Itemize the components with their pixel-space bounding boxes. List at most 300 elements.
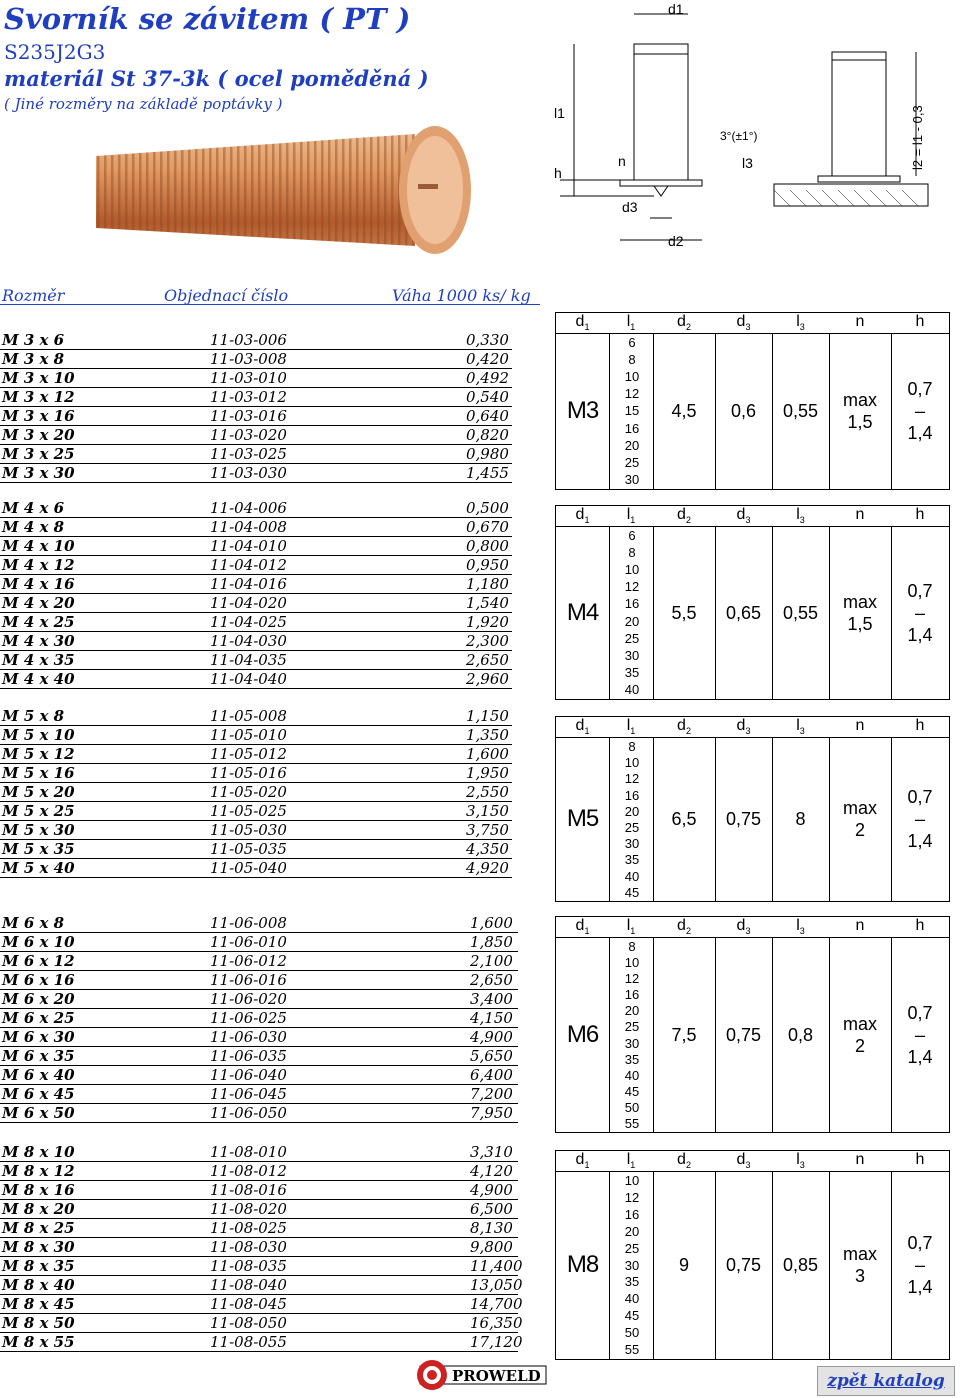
l1-value: 12 <box>624 1189 640 1205</box>
l1-value: 16 <box>624 596 640 612</box>
table-row <box>0 350 512 369</box>
header-l1 <box>609 506 653 528</box>
header-letter: d <box>677 313 686 330</box>
size-cell: M 6 x 40 <box>2 1066 75 1084</box>
table-row <box>0 388 512 407</box>
l1-value: 45 <box>624 1308 640 1324</box>
spec-table <box>555 1150 950 1360</box>
column-divider <box>609 333 610 489</box>
header-letter: n <box>855 313 865 330</box>
size-cell: M 8 x 25 <box>2 1219 75 1237</box>
spec-n-value: max <box>842 390 877 410</box>
weight-cell: 6,500 <box>470 1200 513 1218</box>
table-row <box>0 1181 518 1200</box>
header-subscript: 2 <box>685 515 691 526</box>
l1-value: 16 <box>624 420 640 436</box>
header-l1 <box>609 917 653 939</box>
size-cell: M 4 x 8 <box>2 518 65 536</box>
order-number-cell: 11-06-012 <box>210 952 287 970</box>
size-cell: M 3 x 12 <box>2 388 75 406</box>
table-row <box>0 426 512 445</box>
size-cell: M 4 x 16 <box>2 575 75 593</box>
table-row <box>0 1200 518 1219</box>
table-row <box>0 575 512 594</box>
weight-cell: 0,820 <box>466 426 509 444</box>
l1-value: 8 <box>628 739 636 754</box>
logo-text: PROWELD <box>452 1367 541 1385</box>
column-divider <box>829 333 830 489</box>
size-cell: M 8 x 12 <box>2 1162 75 1180</box>
order-number-cell: 11-06-020 <box>210 990 287 1008</box>
weight-cell: 7,200 <box>470 1085 513 1103</box>
table-row <box>0 990 518 1009</box>
header-d2 <box>653 313 715 335</box>
table-row <box>0 1295 523 1314</box>
spec-h-value: – <box>914 809 925 829</box>
l1-value: 8 <box>628 352 636 368</box>
weight-cell: 4,900 <box>470 1181 513 1199</box>
size-cell: M 6 x 35 <box>2 1047 75 1065</box>
header-letter: n <box>855 917 865 934</box>
spec-d2-value: 4,5 <box>671 401 697 421</box>
weight-cell: 1,350 <box>466 726 509 744</box>
table-row <box>0 1276 523 1295</box>
header-letter: d <box>736 917 746 934</box>
size-cell: M 8 x 50 <box>2 1314 75 1332</box>
note: ( Jiné rozměry na základě poptávky ) <box>4 95 283 113</box>
weight-cell: 0,492 <box>466 369 509 387</box>
table-row <box>0 1143 518 1162</box>
size-cell: M 8 x 30 <box>2 1238 75 1256</box>
order-number-cell: 11-04-025 <box>210 613 287 631</box>
size-cell: M 8 x 35 <box>2 1257 75 1275</box>
table-row <box>0 464 512 483</box>
l1-value: 50 <box>624 1325 640 1341</box>
l1-value: 6 <box>628 335 636 350</box>
weight-cell: 2,300 <box>466 632 509 650</box>
spec-h-value: 0,7 <box>907 1233 933 1253</box>
header-subscript: 1 <box>630 322 636 333</box>
table-row <box>0 1009 518 1028</box>
back-to-catalog-link[interactable]: zpět katalog <box>817 1366 955 1396</box>
l1-value: 55 <box>624 1342 640 1358</box>
table-row <box>0 952 518 971</box>
diagram-l3-label: l3 <box>742 155 753 171</box>
order-number-cell: 11-06-045 <box>210 1085 287 1103</box>
table-row <box>0 499 512 518</box>
size-cell: M 3 x 30 <box>2 464 75 482</box>
order-number-cell: 11-08-055 <box>210 1333 287 1351</box>
weight-cell: 0,800 <box>466 537 509 555</box>
spec-d3-value: 0,75 <box>725 809 762 829</box>
header-n <box>829 917 891 939</box>
size-cell: M 6 x 8 <box>2 914 65 932</box>
spec-table <box>555 716 950 902</box>
header-h <box>891 313 949 335</box>
table-row <box>0 613 512 632</box>
order-number-cell: 11-06-008 <box>210 914 287 932</box>
spec-d2-value: 6,5 <box>671 809 697 829</box>
weight-cell: 5,650 <box>470 1047 513 1065</box>
order-number-cell: 11-08-020 <box>210 1200 287 1218</box>
size-cell: M 4 x 40 <box>2 670 75 688</box>
weight-cell: 17,120 <box>470 1333 523 1351</box>
header-subscript: 2 <box>685 726 691 737</box>
spec-n-value: max <box>842 798 877 818</box>
table-row <box>0 971 518 990</box>
size-cell: M 8 x 55 <box>2 1333 75 1351</box>
page-title: Svorník se závitem ( PT ) <box>4 2 411 36</box>
order-number-cell: 11-03-030 <box>210 464 287 482</box>
table-row <box>0 1219 518 1238</box>
order-number-cell: 11-04-030 <box>210 632 287 650</box>
weight-cell: 1,150 <box>466 707 509 725</box>
column-divider <box>829 1171 830 1359</box>
spec-d1-value: M3 <box>566 397 599 424</box>
spec-d3-value: 0,6 <box>730 401 757 421</box>
l1-value: 6 <box>628 528 636 543</box>
table-row <box>0 1028 518 1047</box>
header-l1 <box>609 717 653 739</box>
header-subscript: 1 <box>630 515 636 526</box>
header-l3 <box>772 917 829 939</box>
header-d1 <box>556 313 609 335</box>
weight-cell: 9,800 <box>470 1238 513 1256</box>
spec-table <box>555 312 950 490</box>
weight-cell: 11,400 <box>470 1257 523 1275</box>
order-number-cell: 11-06-035 <box>210 1047 287 1065</box>
l1-value: 30 <box>624 471 640 487</box>
size-cell: M 5 x 40 <box>2 859 75 877</box>
order-number-cell: 11-08-016 <box>210 1181 287 1199</box>
header-d2 <box>653 1151 715 1173</box>
weight-cell: 2,100 <box>470 952 513 970</box>
header-l3 <box>772 313 829 335</box>
header-h <box>891 506 949 528</box>
spec-d3-value: 0,65 <box>725 602 762 623</box>
spec-h-value: – <box>914 1255 925 1275</box>
header-letter: h <box>915 506 925 523</box>
order-number-cell: 11-04-010 <box>210 537 287 555</box>
header-subscript: 1 <box>584 1160 590 1171</box>
order-number-cell: 11-03-010 <box>210 369 287 387</box>
header-letter: n <box>855 717 865 734</box>
order-number-cell: 11-06-030 <box>210 1028 287 1046</box>
table-row <box>0 632 512 651</box>
column-divider <box>609 526 610 699</box>
spec-h-value: 1,4 <box>907 624 933 645</box>
spec-n-value: 2 <box>854 1035 865 1056</box>
order-number-cell: 11-03-012 <box>210 388 287 406</box>
spec-l3-value: 0,55 <box>782 401 819 421</box>
header-d3 <box>715 917 772 939</box>
l1-value: 55 <box>624 1115 640 1131</box>
size-cell: M 5 x 35 <box>2 840 75 858</box>
table-row <box>0 840 512 859</box>
header-letter: l <box>796 313 800 330</box>
table-row <box>0 764 512 783</box>
table-row <box>0 1162 518 1181</box>
l1-value: 35 <box>624 852 640 868</box>
l1-value: 50 <box>624 1099 640 1115</box>
order-number-cell: 11-05-008 <box>210 707 287 725</box>
l1-value: 25 <box>624 820 640 835</box>
l1-value: 30 <box>624 1035 640 1051</box>
column-divider <box>609 1171 610 1359</box>
l1-value: 45 <box>624 884 640 900</box>
weight-cell: 4,900 <box>470 1028 513 1046</box>
order-number-cell: 11-03-025 <box>210 445 287 463</box>
header-letter: d <box>677 506 686 523</box>
diagram-l2-label: l2 = l1 - 0,3 <box>910 105 925 170</box>
size-cell: M 5 x 16 <box>2 764 75 782</box>
header-subscript: 1 <box>584 515 590 526</box>
size-cell: M 8 x 20 <box>2 1200 75 1218</box>
order-number-cell: 11-08-012 <box>210 1162 287 1180</box>
l1-value: 12 <box>624 579 640 595</box>
header-letter: l <box>796 917 800 934</box>
table-row <box>0 914 518 933</box>
header-subscript: 2 <box>685 322 691 333</box>
table-row <box>0 369 512 388</box>
size-cell: M 6 x 20 <box>2 990 75 1008</box>
header-h <box>891 717 949 739</box>
header-letter: l <box>796 1151 800 1168</box>
order-number-cell: 11-06-016 <box>210 971 287 989</box>
spec-d3-value: 0,75 <box>725 1024 762 1045</box>
l1-value: 40 <box>624 1291 640 1307</box>
spec-h-value: – <box>914 602 925 623</box>
header-letter: l <box>796 506 800 523</box>
weight-cell: 0,950 <box>466 556 509 574</box>
spec-d1-value: M4 <box>566 598 599 626</box>
header-n <box>829 506 891 528</box>
proweld-logo <box>416 1356 550 1394</box>
col-order: Objednací číslo <box>164 286 289 305</box>
header-h <box>891 1151 949 1173</box>
order-number-cell: 11-04-016 <box>210 575 287 593</box>
material-code: S235J2G3 <box>4 40 106 64</box>
header-letter: l <box>796 717 800 734</box>
header-d3 <box>715 506 772 528</box>
header-letter: l <box>626 1151 631 1168</box>
header-l1 <box>609 313 653 335</box>
table-row <box>0 783 512 802</box>
l1-value: 40 <box>624 1067 640 1083</box>
order-number-cell: 11-04-008 <box>210 518 287 536</box>
header-d3 <box>715 313 772 335</box>
header-subscript: 3 <box>745 1160 751 1171</box>
l1-value: 30 <box>624 836 640 852</box>
weight-cell: 3,400 <box>470 990 513 1008</box>
header-letter: n <box>855 506 865 523</box>
order-number-cell: 11-05-016 <box>210 764 287 782</box>
size-cell: M 6 x 12 <box>2 952 75 970</box>
spec-h-value: – <box>914 1024 925 1045</box>
weight-cell: 0,640 <box>466 407 509 425</box>
header-subscript: 1 <box>630 926 636 937</box>
order-number-cell: 11-03-006 <box>210 331 287 349</box>
spec-n-value: max <box>842 1244 877 1264</box>
l1-value: 8 <box>628 939 636 954</box>
header-subscript: 3 <box>799 322 805 333</box>
header-l3 <box>772 506 829 528</box>
header-subscript: 3 <box>745 322 751 333</box>
header-subscript: 3 <box>799 515 805 526</box>
header-n <box>829 1151 891 1173</box>
header-l3 <box>772 717 829 739</box>
header-subscript: 3 <box>745 926 751 937</box>
header-d1 <box>556 717 609 739</box>
size-cell: M 6 x 50 <box>2 1104 75 1122</box>
header-d3 <box>715 1151 772 1173</box>
header-n <box>829 717 891 739</box>
size-cell: M 3 x 20 <box>2 426 75 444</box>
spec-d2-value: 7,5 <box>671 1024 697 1045</box>
weight-cell: 1,850 <box>470 933 513 951</box>
spec-l3-value: 0,55 <box>782 602 819 623</box>
size-cell: M 4 x 20 <box>2 594 75 612</box>
weight-cell: 2,650 <box>466 651 509 669</box>
table-row <box>0 707 512 726</box>
order-number-cell: 11-06-040 <box>210 1066 287 1084</box>
size-cell: M 3 x 25 <box>2 445 75 463</box>
table-row <box>0 445 512 464</box>
size-cell: M 8 x 16 <box>2 1181 75 1199</box>
weight-cell: 0,500 <box>466 499 509 517</box>
weight-cell: 4,150 <box>470 1009 513 1027</box>
order-number-cell: 11-08-045 <box>210 1295 287 1313</box>
spec-h-value: 0,7 <box>907 787 933 807</box>
spec-h-value: 1,4 <box>907 423 933 443</box>
header-letter: d <box>677 1151 686 1168</box>
size-cell: M 4 x 6 <box>2 499 65 517</box>
table-row <box>0 859 512 878</box>
weight-cell: 1,540 <box>466 594 509 612</box>
size-cell: M 6 x 30 <box>2 1028 75 1046</box>
header-letter: h <box>915 917 925 934</box>
l1-value: 20 <box>624 803 640 819</box>
header-letter: n <box>855 1151 865 1168</box>
diagram-l1-label: l1 <box>554 105 565 121</box>
header-letter: d <box>575 917 585 934</box>
order-number-cell: 11-08-040 <box>210 1276 287 1294</box>
weight-cell: 3,750 <box>466 821 509 839</box>
weight-cell: 0,330 <box>466 331 509 349</box>
header-d3 <box>715 717 772 739</box>
weight-cell: 2,960 <box>466 670 509 688</box>
material-desc: materiál St 37-3k ( ocel poměděná ) <box>4 66 429 91</box>
size-cell: M 5 x 12 <box>2 745 75 763</box>
l1-value: 10 <box>624 369 640 385</box>
weight-cell: 14,700 <box>470 1295 523 1313</box>
header-letter: d <box>575 717 585 734</box>
header-letter: d <box>677 717 686 734</box>
size-cell: M 5 x 30 <box>2 821 75 839</box>
order-number-cell: 11-04-020 <box>210 594 287 612</box>
header-l1 <box>609 1151 653 1173</box>
order-number-cell: 11-05-025 <box>210 802 287 820</box>
table-row <box>0 331 512 350</box>
size-cell: M 5 x 20 <box>2 783 75 801</box>
header-d1 <box>556 506 609 528</box>
spec-n-value: 1,5 <box>847 412 873 432</box>
table-row <box>0 670 512 689</box>
size-cell: M 3 x 16 <box>2 407 75 425</box>
l1-value: 16 <box>624 987 640 1003</box>
l1-value: 20 <box>624 613 640 629</box>
spec-d3-value: 0,75 <box>725 1255 762 1275</box>
l1-value: 8 <box>628 545 636 561</box>
order-number-cell: 11-05-030 <box>210 821 287 839</box>
header-subscript: 1 <box>584 926 590 937</box>
order-number-cell: 11-08-010 <box>210 1143 287 1161</box>
header-letter: d <box>677 917 686 934</box>
col-size: Rozměr <box>2 286 65 305</box>
table-row <box>0 1333 523 1352</box>
l1-value: 12 <box>624 386 640 402</box>
dimension-diagram <box>550 0 960 262</box>
header-n <box>829 313 891 335</box>
header-letter: h <box>915 717 925 734</box>
table-row <box>0 407 512 426</box>
order-number-cell: 11-06-025 <box>210 1009 287 1027</box>
spec-h-value: 0,7 <box>907 379 933 399</box>
order-number-cell: 11-08-050 <box>210 1314 287 1332</box>
header-letter: d <box>575 506 585 523</box>
spec-h-value: 0,7 <box>907 1002 933 1023</box>
spec-n-value: max <box>842 591 877 612</box>
diagram-n-label: n <box>618 153 626 169</box>
size-cell: M 5 x 8 <box>2 707 65 725</box>
size-cell: M 4 x 25 <box>2 613 75 631</box>
l1-value: 25 <box>624 1019 640 1035</box>
l1-value: 20 <box>624 437 640 453</box>
header-letter: l <box>626 313 631 330</box>
table-row <box>0 745 512 764</box>
weight-cell: 3,150 <box>466 802 509 820</box>
table-row <box>0 1238 518 1257</box>
order-number-cell: 11-03-016 <box>210 407 287 425</box>
header-subscript: 2 <box>685 1160 691 1171</box>
table-row <box>0 537 512 556</box>
weight-cell: 1,180 <box>466 575 509 593</box>
l1-value: 12 <box>624 971 640 987</box>
weight-cell: 6,400 <box>470 1066 513 1084</box>
header-h <box>891 917 949 939</box>
l1-value: 25 <box>624 1240 640 1256</box>
header-letter: d <box>575 313 585 330</box>
table-row <box>0 1085 518 1104</box>
header-l3 <box>772 1151 829 1173</box>
header-d2 <box>653 717 715 739</box>
l1-value: 10 <box>624 755 640 771</box>
weight-cell: 16,350 <box>470 1314 523 1332</box>
l1-value: 10 <box>624 1173 640 1188</box>
column-divider <box>829 937 830 1132</box>
stud-photo <box>90 116 488 268</box>
order-number-cell: 11-05-040 <box>210 859 287 877</box>
weight-cell: 0,540 <box>466 388 509 406</box>
diagram-angle-label: 3°(±1°) <box>720 129 758 143</box>
order-number-cell: 11-06-050 <box>210 1104 287 1122</box>
spec-d2-value: 9 <box>678 1255 689 1275</box>
weight-cell: 0,980 <box>466 445 509 463</box>
l1-value: 16 <box>624 787 640 803</box>
size-cell: M 6 x 45 <box>2 1085 75 1103</box>
l1-value: 30 <box>624 1257 640 1273</box>
spec-d2-value: 5,5 <box>671 602 697 623</box>
